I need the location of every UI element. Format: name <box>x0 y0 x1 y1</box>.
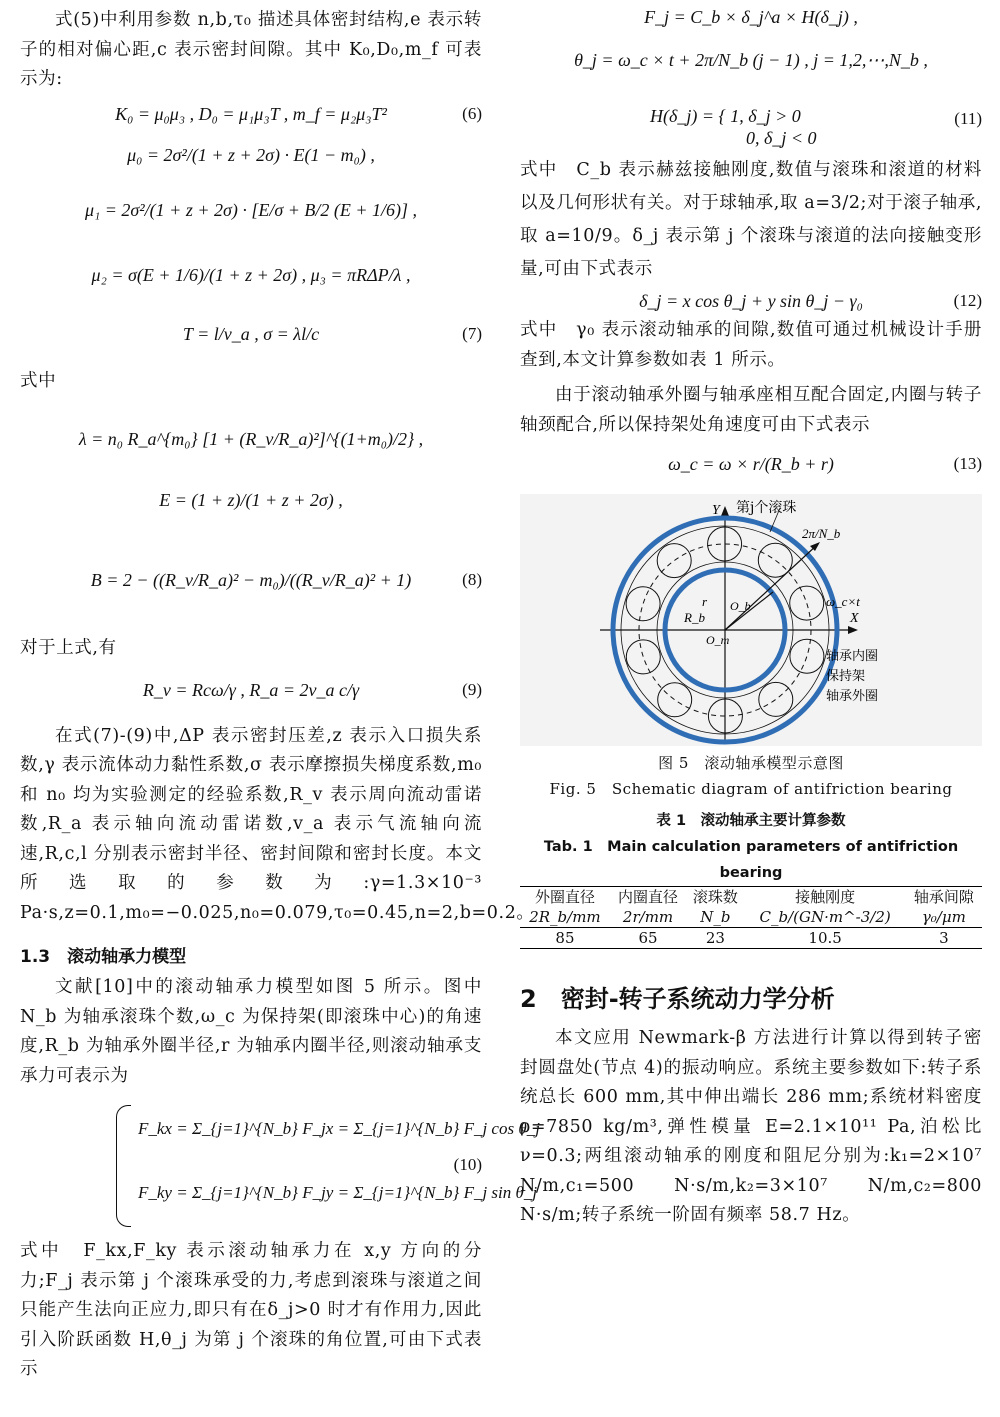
table-row <box>520 928 982 949</box>
section-heading-1-3: 1.3 滚动轴承力模型 <box>20 947 187 967</box>
table-caption-en: Tab. 1 Main calculation parameters of antifriction bearing <box>543 839 959 881</box>
figure-caption-en: Fig. 5 Schematic diagram of antifriction bearing <box>549 780 953 798</box>
table-cell: 23 <box>705 929 725 947</box>
table-header: 内圈直径 <box>618 888 679 906</box>
equation-mu0-body: μ₀ = 2σ²/(1 + z + 2σ) · E(1 − m₀) , <box>127 144 375 165</box>
table-unit: C_b/(GN·m^-3/2) <box>759 908 891 926</box>
table-unit: N_b <box>700 908 731 926</box>
paragraph-bearing-model: 文献[10]中的滚动轴承力模型如图 5 所示。图中 N_b 为轴承滚珠个数,ω_c 为保持架(即滚珠中心)的角速度,R_b 为轴承外圈半径,r 为轴承内圈半径,则滚动轴承支承力可表示为 <box>20 977 482 1086</box>
omega-label: ω_c×t <box>826 594 860 609</box>
equation-6 <box>20 97 482 131</box>
equation-11 <box>520 86 982 152</box>
angle-label: 2π/N_b <box>802 526 841 541</box>
equation-6-number: (6) <box>462 103 482 123</box>
equation-12-number: (12) <box>953 291 982 310</box>
equation-12 <box>520 286 982 316</box>
inner-ring-label: 轴承内圈 <box>826 649 879 664</box>
y-axis-label: Y <box>712 503 720 518</box>
equation-9-number: (9) <box>462 679 482 699</box>
bearing-parameters-table <box>520 886 982 949</box>
equation-9 <box>20 664 482 716</box>
table-caption-cn: 表 1 滚动轴承主要计算参数 <box>656 813 846 829</box>
table-header: 接触刚度 <box>795 888 856 906</box>
paragraph-hertz: 式中 C_b 表示赫兹接触刚度,数值与滚珠和滚道的材料以及几何形状有关。对于球轴承,取 a=3/2;对于滚子轴承,取 a=10/9。δ_j 表示第 j 个滚珠与滚道的法向接触变形量,可由下式表示 <box>520 160 982 279</box>
paragraph-cage-speed: 由于滚动轴承外圈与轴承座相互配合固定,内圈与转子轴颈配合,所以保持架处角速度可由下式表示 <box>520 385 982 435</box>
x-axis-label: X <box>850 611 859 626</box>
rb-label: R_b <box>684 610 705 625</box>
equation-6-body: K₀ = μ₀μ₃ , D₀ = μ₁μ₃T , m_f = μ₂μ₃T² <box>115 103 387 124</box>
section-heading-2: 2 密封-转子系统动力学分析 <box>520 985 835 1013</box>
equation-lambda-body: λ = n₀ R_a^{m₀} [1 + (R_v/R_a)²]^{(1+m₀)/2} , <box>78 429 424 449</box>
equation-7-number: (7) <box>462 323 482 343</box>
paragraph-gap: 式中 γ₀ 表示滚动轴承的间隙,数值可通过机械设计手册查到,本文计算参数如表 1 所示。 <box>520 320 982 370</box>
paragraph-for-above: 对于上式,有 <box>20 638 117 658</box>
equation-10-line2: F_ky = Σ_{j=1}^{N_b} F_jy = Σ_{j=1}^{N_b} F_j sin θ_j <box>138 1183 538 1202</box>
table-unit: 2R_b/mm <box>529 908 601 926</box>
equation-theta-body: θ_j = ω_c × t + 2π/N_b (j − 1) , j = 1,2,⋯,N_b , <box>574 50 928 70</box>
table-cell: 65 <box>638 929 658 947</box>
equation-13 <box>520 440 982 488</box>
equation-mu0 <box>20 131 482 179</box>
equation-11-line2: 0, δ_j < 0 <box>746 128 817 148</box>
equation-9-body: R_v = Rcω/γ , R_a = 2v_a c/γ <box>142 679 360 700</box>
cage-label: 保持架 <box>826 669 866 684</box>
outer-ring-label: 轴承外圈 <box>826 689 879 704</box>
equation-7-body: T = l/v_a , σ = λl/c <box>182 323 320 344</box>
ob-label: O_b <box>730 599 751 613</box>
equation-Fj <box>520 0 982 34</box>
equation-E-body: E = (1 + z)/(1 + z + 2σ) , <box>159 490 343 510</box>
equation-12-body: δ_j = x cos θ_j + y sin θ_j − γ₀ <box>639 291 863 311</box>
ball-label: 第j个滚珠 <box>736 500 797 516</box>
paragraph-bearing-force: 式中 F_kx,F_ky 表示滚动轴承力在 x,y 方向的分力;F_j 表示第 j 个滚珠承受的力,考虑到滚珠与滚道之间只能产生法向正应力,即只有在δ_j>0 时才有作用力,因此引入阶跃函数 H,θ_j 为第 j 个滚珠的角位置,可由下式表示 <box>20 1241 482 1379</box>
equation-13-number: (13) <box>953 454 982 473</box>
equation-10 <box>20 1101 540 1229</box>
table-cell: 85 <box>555 929 575 947</box>
bearing-figure <box>520 494 982 746</box>
table-unit: 2r/mm <box>622 908 674 926</box>
right-column <box>520 0 982 1417</box>
equation-mu1-body: μ₁ = 2σ²/(1 + z + 2σ) · [E/σ + B/2 (E + 1/6)] , <box>84 199 418 220</box>
equation-mu2-body: μ₂ = σ(E + 1/6)/(1 + z + 2σ) , μ₃ = πRΔP/λ , <box>91 264 411 285</box>
table-unit: γ₀/μm <box>921 908 966 926</box>
equation-8-body: B = 2 − ((R_v/R_a)² − m₀)/((R_v/R_a)² + 1) <box>90 570 412 590</box>
equation-8-number: (8) <box>462 570 482 589</box>
equation-13-body: ω_c = ω × r/(R_b + r) <box>668 454 834 474</box>
table-cell: 3 <box>939 929 949 947</box>
figure-caption-cn: 图 5 滚动轴承模型示意图 <box>658 754 844 772</box>
equation-10-line1: F_kx = Σ_{j=1}^{N_b} F_jx = Σ_{j=1}^{N_b} F_j cos θ_j <box>138 1119 540 1138</box>
equation-lambda <box>20 406 482 472</box>
equation-mu2 <box>20 241 482 309</box>
equation-10-number: (10) <box>453 1155 482 1174</box>
equation-Fj-body: F_j = C_b × δ_j^a × H(δ_j) , <box>644 7 858 27</box>
om-label: O_m <box>706 633 730 647</box>
equation-7 <box>20 309 482 359</box>
equation-8 <box>20 528 482 632</box>
equation-theta <box>520 34 982 86</box>
where-label: 式中 <box>20 370 57 391</box>
table-header: 轴承间隙 <box>913 888 974 906</box>
equation-E <box>20 472 482 528</box>
table-header: 滚珠数 <box>692 888 738 906</box>
paragraph-dynamics: 本文应用 Newmark-β 方法进行计算以得到转子密封圆盘处(节点 4)的振动响应。系统主要参数如下:转子系统总长 600 mm,其中伸出端长 286 mm;系统材料密度 ρ=7850 kg/m³,弹性模量 E=2.1×10¹¹ Pa,泊松比 ν=0.3;两组滚动轴承的刚度和阻尼分别为:k₁=2×10⁷ N/m,c₁=500 N·s/m,k₂=3×10⁷ N/m,c₂=800 N·s/m;转子系统一阶固有频率 58.7 Hz。 <box>520 1028 982 1225</box>
left-column <box>20 0 540 1417</box>
table-cell: 10.5 <box>808 929 842 947</box>
equation-11-number: (11) <box>954 109 982 128</box>
equation-10-brace <box>116 1105 131 1227</box>
table-header: 外圈直径 <box>534 888 595 906</box>
paragraph-variables: 在式(7)-(9)中,ΔP 表示密封压差,z 表示入口损失系数,γ 表示流体动力黏性系数,σ 表示摩擦损失梯度系数,m₀ 和 n₀ 均为实验测定的经验系数,R_v 表示周向流动雷诺数,R_a 表示轴向流动雷诺数,v_a 表示气流轴向流速,R,c,l 分别表示密封半径、密封间隙和密封长度。本文所选取的参数为:γ=1.3×10⁻³ Pa·s,z=0.1,m₀=−0.025,n₀=0.079,τ₀=0.45,n=2,b=0.2。 <box>20 725 535 923</box>
paragraph-params: 式(5)中利用参数 n,b,τ₀ 描述具体密封结构,e 表示转子的相对偏心距,c 表示密封间隙。其中 K₀,D₀,m_f 可表示为: <box>20 10 482 89</box>
equation-11-line1: H(δ_j) = { 1, δ_j > 0 <box>650 106 801 126</box>
r-label: r <box>702 594 708 609</box>
equation-mu1 <box>20 179 482 241</box>
